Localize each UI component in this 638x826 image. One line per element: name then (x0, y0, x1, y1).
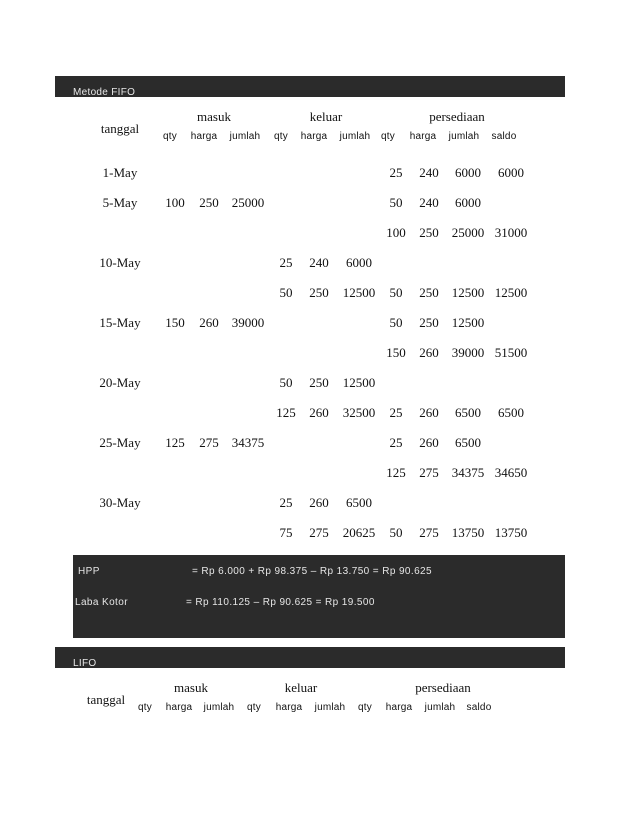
table-cell: 250 (309, 285, 329, 300)
table-cell: 50 (389, 315, 403, 330)
hpp-label: HPP (78, 566, 100, 577)
table-cell: 34375 (451, 465, 485, 480)
table-cell: 6000 (455, 195, 481, 210)
table-cell: 12500 (451, 315, 485, 330)
table-cell: 100 (165, 195, 185, 210)
subheader-harga: harga (190, 131, 218, 142)
header-tanggal: tanggal (100, 121, 140, 136)
table-cell: 39000 (451, 345, 485, 360)
subheader-harga: harga (275, 702, 303, 713)
header-tanggal: tanggal (86, 692, 126, 707)
table-cell: 12500 (342, 285, 376, 300)
table-cell: 125 (276, 405, 296, 420)
header-persediaan: persediaan (429, 109, 485, 124)
header-masuk: masuk (197, 109, 231, 124)
subheader-jumlah: jumlah (314, 702, 346, 713)
table-cell: 34375 (231, 435, 265, 450)
table-cell: 100 (386, 225, 406, 240)
subheader-qty: qty (163, 131, 177, 142)
table-cell: 20625 (342, 525, 376, 540)
lifo-heading-band (55, 647, 565, 668)
subheader-saldo: saldo (491, 131, 517, 142)
table-cell: 25 (279, 495, 293, 510)
table-cell: 240 (419, 165, 439, 180)
hpp-value: = Rp 6.000 + Rp 98.375 – Rp 13.750 = Rp 90.625 (192, 566, 432, 577)
table-cell: 250 (199, 195, 219, 210)
laba-value: = Rp 110.125 – Rp 90.625 = Rp 19.500 (186, 597, 375, 608)
table-cell: 25 (279, 255, 293, 270)
table-cell: 260 (419, 435, 439, 450)
table-cell: 260 (199, 315, 219, 330)
table-cell: 240 (309, 255, 329, 270)
subheader-qty: qty (138, 702, 152, 713)
table-cell: 25 (389, 165, 403, 180)
table-cell: 275 (419, 465, 439, 480)
table-cell: 150 (165, 315, 185, 330)
table-cell: 6500 (498, 405, 524, 420)
subheader-harga: harga (385, 702, 413, 713)
table-cell: 275 (419, 525, 439, 540)
table-cell: 260 (419, 405, 439, 420)
subheader-qty: qty (247, 702, 261, 713)
date-cell: 10-May (99, 255, 141, 270)
subheader-qty: qty (381, 131, 395, 142)
table-cell: 6000 (346, 255, 372, 270)
table-cell: 32500 (342, 405, 376, 420)
fifo-heading: Metode FIFO (73, 87, 136, 98)
table-cell: 50 (389, 285, 403, 300)
subheader-harga: harga (165, 702, 193, 713)
table-cell: 6500 (455, 435, 481, 450)
lifo-heading: LIFO (73, 658, 97, 669)
header-masuk: masuk (174, 680, 208, 695)
date-cell: 15-May (99, 315, 141, 330)
table-cell: 6500 (455, 405, 481, 420)
table-cell: 6000 (498, 165, 524, 180)
table-cell: 125 (165, 435, 185, 450)
table-cell: 75 (279, 525, 293, 540)
table-cell: 12500 (342, 375, 376, 390)
subheader-jumlah: jumlah (339, 131, 371, 142)
subheader-jumlah: jumlah (424, 702, 456, 713)
table-cell: 125 (386, 465, 406, 480)
header-persediaan: persediaan (415, 680, 471, 695)
date-cell: 30-May (99, 495, 141, 510)
table-cell: 260 (419, 345, 439, 360)
table-cell: 50 (389, 525, 403, 540)
header-keluar: keluar (284, 680, 318, 695)
subheader-harga: harga (409, 131, 437, 142)
table-cell: 260 (309, 405, 329, 420)
table-cell: 275 (309, 525, 329, 540)
table-cell: 34650 (494, 465, 528, 480)
table-cell: 12500 (451, 285, 485, 300)
summary-box (73, 555, 565, 638)
subheader-qty: qty (358, 702, 372, 713)
table-cell: 31000 (494, 225, 528, 240)
laba-label: Laba Kotor (75, 597, 128, 608)
table-cell: 250 (419, 285, 439, 300)
table-cell: 250 (419, 225, 439, 240)
table-cell: 51500 (494, 345, 528, 360)
table-cell: 250 (309, 375, 329, 390)
subheader-harga: harga (300, 131, 328, 142)
table-cell: 25 (389, 435, 403, 450)
table-cell: 6000 (455, 165, 481, 180)
date-cell: 1-May (102, 165, 138, 180)
date-cell: 25-May (99, 435, 141, 450)
table-cell: 39000 (231, 315, 265, 330)
subheader-jumlah: jumlah (229, 131, 261, 142)
subheader-saldo: saldo (466, 702, 492, 713)
subheader-qty: qty (274, 131, 288, 142)
table-cell: 25000 (451, 225, 485, 240)
table-cell: 25 (389, 405, 403, 420)
table-cell: 275 (199, 435, 219, 450)
table-cell: 250 (419, 315, 439, 330)
table-cell: 50 (389, 195, 403, 210)
table-cell: 13750 (451, 525, 485, 540)
table-cell: 6500 (346, 495, 372, 510)
subheader-jumlah: jumlah (448, 131, 480, 142)
fifo-heading-band (55, 76, 565, 97)
table-cell: 25000 (231, 195, 265, 210)
table-cell: 12500 (494, 285, 528, 300)
date-cell: 5-May (102, 195, 138, 210)
table-cell: 150 (386, 345, 406, 360)
header-keluar: keluar (309, 109, 343, 124)
table-cell: 50 (279, 375, 293, 390)
date-cell: 20-May (99, 375, 141, 390)
table-cell: 260 (309, 495, 329, 510)
subheader-jumlah: jumlah (203, 702, 235, 713)
table-cell: 13750 (494, 525, 528, 540)
table-cell: 50 (279, 285, 293, 300)
table-cell: 240 (419, 195, 439, 210)
